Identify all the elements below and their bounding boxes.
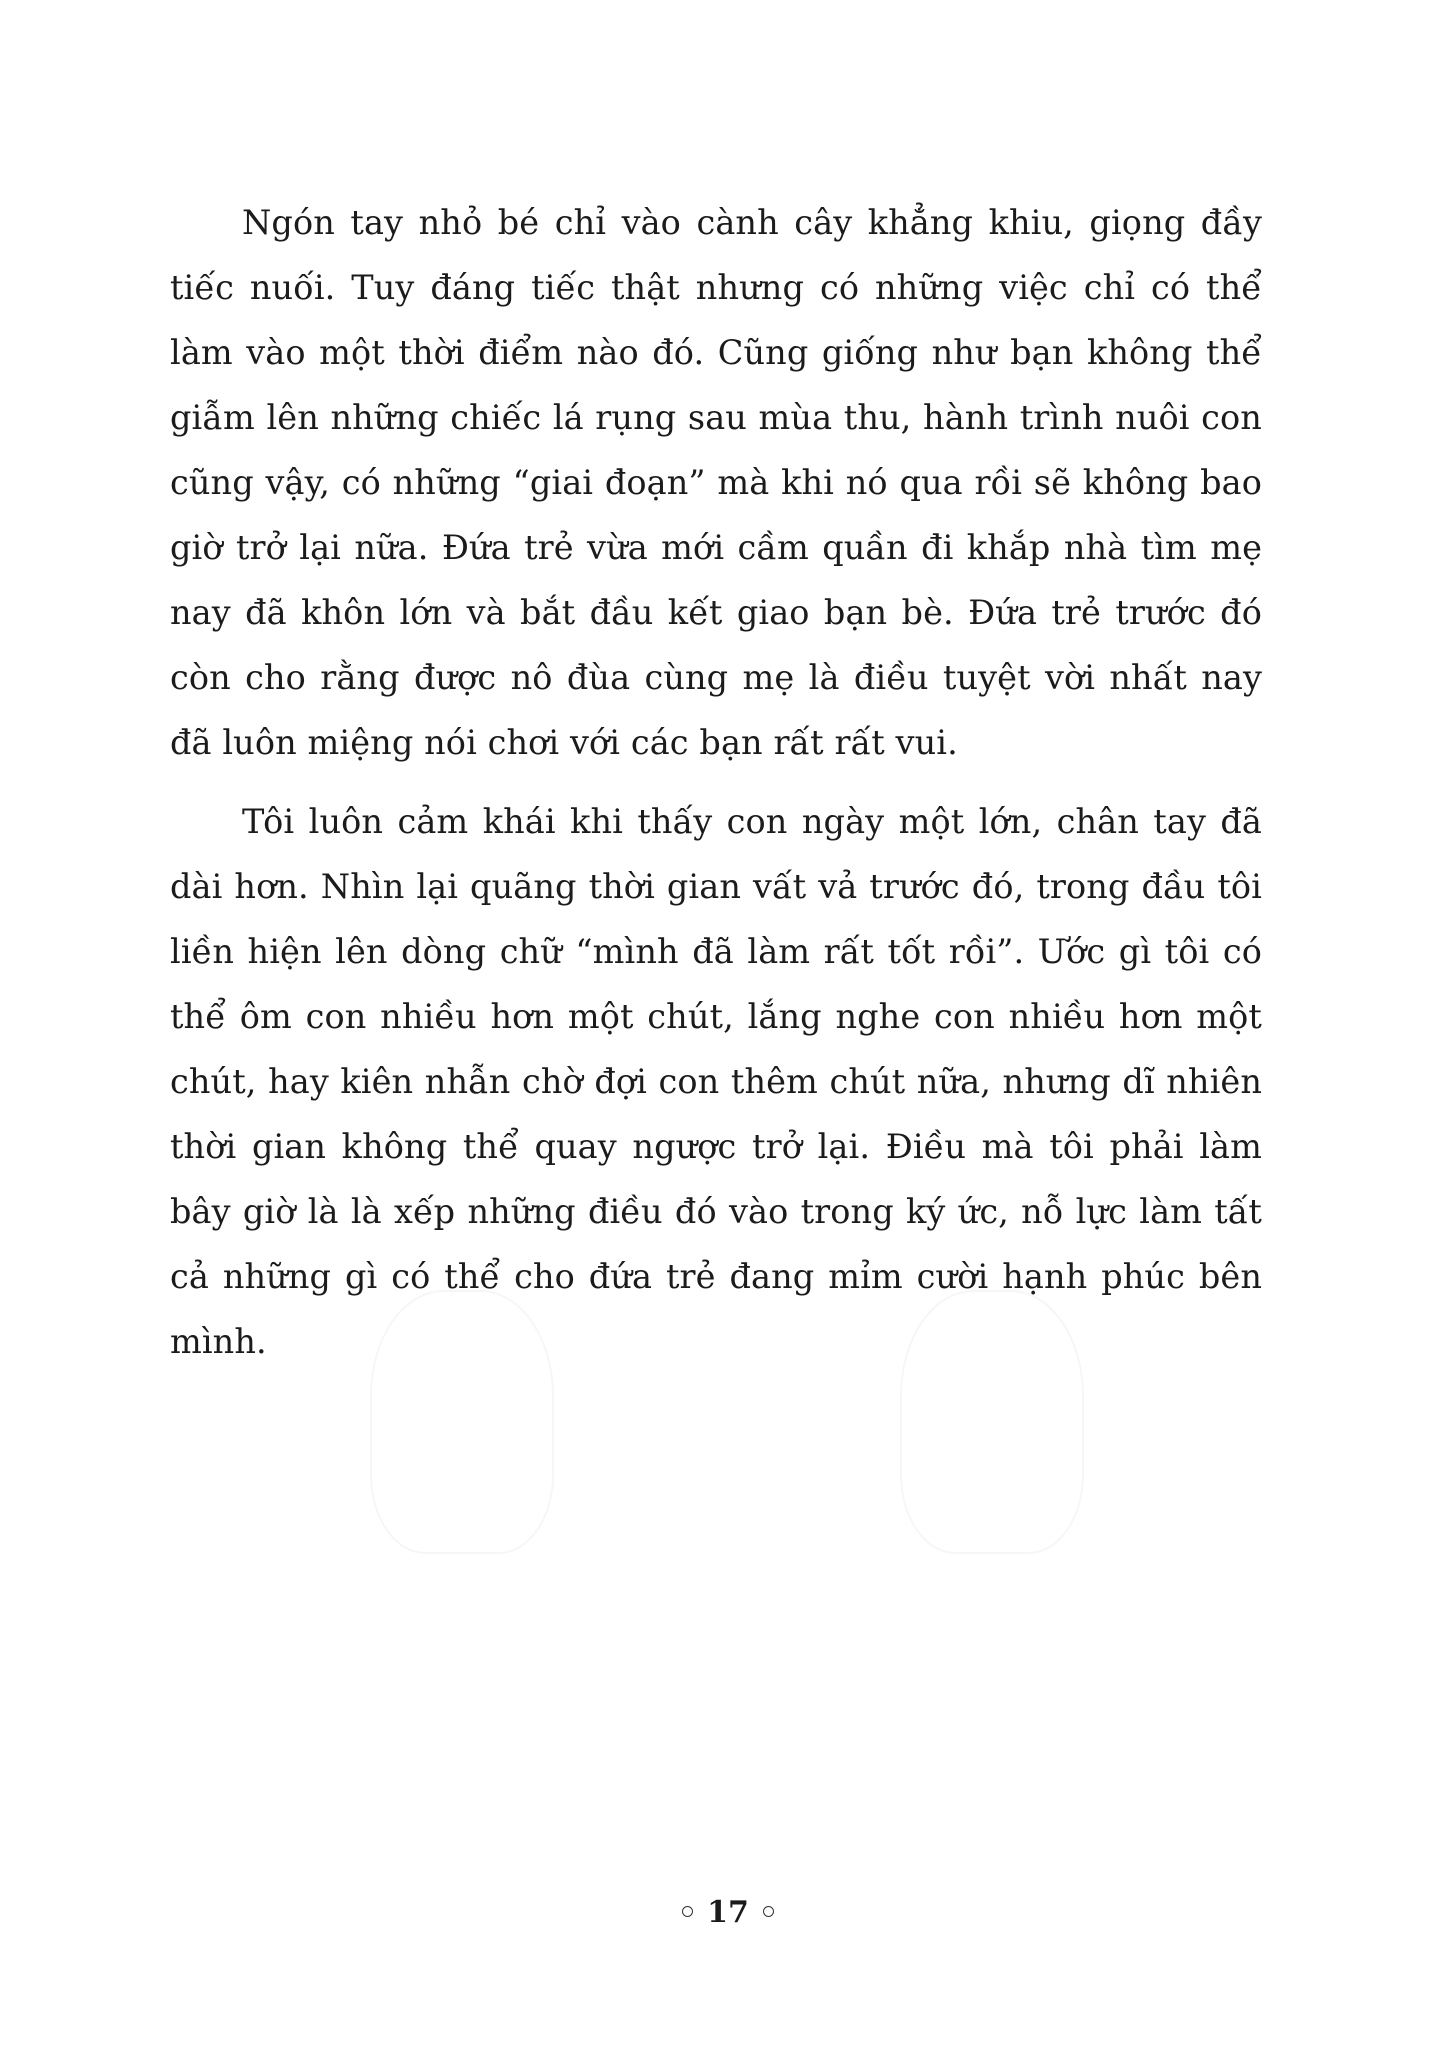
right-ornament-circle-icon xyxy=(763,1906,774,1917)
paragraph-2: Tôi luôn cảm khái khi thấy con ngày một lớn, chân tay đã dài hơn. Nhìn lại quãng thời gian vất vả trước đó, trong đầu tôi liền hiện lên dòng chữ “mình đã làm rất tốt rồi”. Ước gì tôi có thể ôm con nhiều hơn một chút, lắng nghe con nhiều hơn một chút, hay kiên nhẫn chờ đợi con thêm chút nữa, nhưng dĩ nhiên thời gian không thể quay ngược trở lại. Điều mà tôi phải làm bây giờ là là xếp những điều đó vào trong ký ức, nỗ lực làm tất cả những gì có thể cho đứa trẻ đang mỉm cười hạnh phúc bên mình. xyxy=(170,802,1262,1361)
page-number: 17 xyxy=(707,1895,749,1930)
page-number-footer xyxy=(0,1895,1456,1930)
paragraph-1: Ngón tay nhỏ bé chỉ vào cành cây khẳng khiu, giọng đầy tiếc nuối. Tuy đáng tiếc thật nhưng có những việc chỉ có thể làm vào một thời điểm nào đó. Cũng giống như bạn không thể giẫm lên những chiếc lá rụng sau mùa thu, hành trình nuôi con cũng vậy, có những “giai đoạn” mà khi nó qua rồi sẽ không bao giờ trở lại nữa. Đứa trẻ vừa mới cầm quần đi khắp nhà tìm mẹ nay đã khôn lớn và bắt đầu kết giao bạn bè. Đứa trẻ trước đó còn cho rằng được nô đùa cùng mẹ là điều tuyệt vời nhất nay đã luôn miệng nói chơi với các bạn rất rất vui. xyxy=(170,203,1262,762)
body-text xyxy=(170,190,1262,1374)
left-ornament-circle-icon xyxy=(682,1906,693,1917)
